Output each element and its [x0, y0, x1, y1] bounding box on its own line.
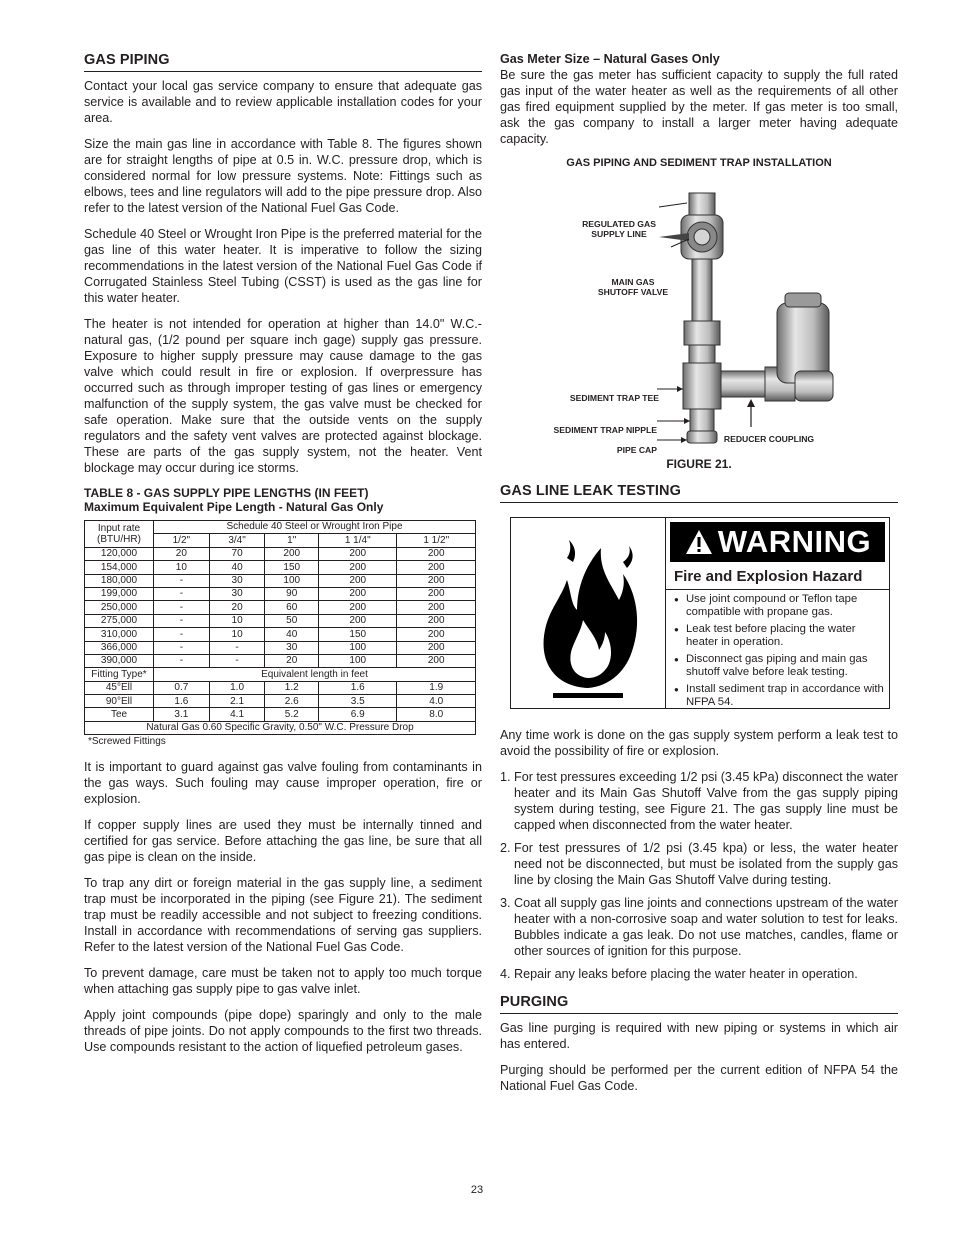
- label-sediment-trap-nipple: SEDIMENT TRAP NIPPLE: [553, 425, 657, 435]
- table-cell: 200: [319, 614, 397, 627]
- page-number: 23: [470, 1184, 484, 1196]
- table-cell: 30: [209, 574, 265, 587]
- table-row: [85, 654, 476, 667]
- table-title-line-1: TABLE 8 - GAS SUPPLY PIPE LENGTHS (IN FEET): [84, 486, 369, 500]
- paragraph: Schedule 40 Steel or Wrought Iron Pipe is the preferred material for the gas line of this water heater. It is imperative to follow the sizing recommendations in the latest version of the National Fuel Gas Code if Corrugated Stainless Steel Tubing (CSST) is used as the gas line for this water heater.: [84, 227, 482, 305]
- list-item: 1. For test pressures exceeding 1/2 psi (3.45 kPa) disconnect the water heater and its Main Gas Shutoff Valve from the gas supply piping system during testing, see Figure 21. The gas supply line must be capped when disconnected from the water heater.: [514, 769, 898, 833]
- pipe-diagram-illustration: [549, 175, 849, 445]
- table-cell: 390,000: [85, 654, 154, 667]
- table-cell: Fitting Type*: [85, 668, 154, 681]
- table-cell: 40: [209, 561, 265, 574]
- table-cell: -: [154, 574, 210, 587]
- table-cell: 200: [319, 587, 397, 600]
- warning-item: ● Install sediment trap in accordance with NFPA 54.: [686, 683, 889, 709]
- table-cell: 3/4": [209, 534, 265, 547]
- table-cell: 3.1: [154, 708, 210, 721]
- table-row: [85, 601, 476, 614]
- table-title: [84, 486, 482, 514]
- table-cell: 8.0: [397, 708, 476, 721]
- table-cell: 3.5: [319, 695, 397, 708]
- paragraph: To prevent damage, care must be taken not to apply too much torque when attaching gas supply pipe to gas valve inlet.: [84, 966, 482, 997]
- table-cell: 200: [397, 601, 476, 614]
- list-item: 2. For test pressures of 1/2 psi (3.45 kpa) or less, the water heater need not be disconnected, but must be isolated from the supply gas line by closing the Main Gas Shutoff Valve during testing.: [514, 840, 898, 888]
- table-cell: -: [154, 614, 210, 627]
- table-footnote: *Screwed Fittings: [88, 736, 166, 748]
- table-row: [85, 521, 476, 534]
- table-cell: 2.6: [265, 695, 319, 708]
- table-cell: 10: [209, 614, 265, 627]
- table-cell: 1/2": [154, 534, 210, 547]
- table-cell: 5.2: [265, 708, 319, 721]
- table-cell: 200: [319, 601, 397, 614]
- table-cell: 200: [265, 547, 319, 560]
- table-cell: Tee: [85, 708, 154, 721]
- table-cell: -: [209, 641, 265, 654]
- table-row: [85, 681, 476, 694]
- table-row: [85, 721, 476, 734]
- table-cell: -: [154, 628, 210, 641]
- table-cell: 30: [265, 641, 319, 654]
- table-title-line-2: Maximum Equivalent Pipe Length - Natural Gas Only: [84, 500, 384, 514]
- table-cell: 200: [397, 574, 476, 587]
- gas-pipe-length-table: [84, 520, 476, 735]
- alert-triangle-icon: [684, 528, 714, 556]
- table-cell: 275,000: [85, 614, 154, 627]
- label-pipe-cap: PIPE CAP: [616, 445, 657, 455]
- table-cell: 100: [319, 654, 397, 667]
- table-cell: 250,000: [85, 601, 154, 614]
- table-cell: 200: [319, 574, 397, 587]
- label-sediment-trap-tee: SEDIMENT TRAP TEE: [569, 393, 659, 403]
- table-cell: 30: [209, 587, 265, 600]
- right-column: [500, 52, 898, 1104]
- warning-subtitle: Fire and Explosion Hazard: [666, 562, 889, 590]
- table-cell: 40: [265, 628, 319, 641]
- table-cell: 1 1/4": [319, 534, 397, 547]
- table-cell: 199,000: [85, 587, 154, 600]
- paragraph: It is important to guard against gas valve fouling from contaminants in the gas ways. Such fouling may cause improper operation, fire or explosion.: [84, 760, 482, 807]
- table-cell: 1.6: [319, 681, 397, 694]
- gas-piping-heading: GAS PIPING: [84, 52, 482, 72]
- purging-heading: PURGING: [500, 994, 898, 1014]
- table-cell: 154,000: [85, 561, 154, 574]
- fire-icon: [511, 518, 665, 708]
- table-cell: Schedule 40 Steel or Wrought Iron Pipe: [154, 521, 476, 534]
- list-item: 4. Repair any leaks before placing the water heater in operation.: [514, 966, 898, 982]
- table-cell: 200: [397, 654, 476, 667]
- table-cell: 200: [397, 628, 476, 641]
- sediment-trap-figure: [549, 175, 849, 455]
- table-cell: 150: [265, 561, 319, 574]
- table-row: [85, 668, 476, 681]
- warning-box: [510, 517, 890, 709]
- table-cell: 10: [209, 628, 265, 641]
- table-cell: 200: [397, 641, 476, 654]
- table-cell: Equivalent length in feet: [154, 668, 476, 681]
- figure-title: GAS PIPING AND SEDIMENT TRAP INSTALLATION: [566, 157, 832, 169]
- table-row: [85, 641, 476, 654]
- table-cell: 1": [265, 534, 319, 547]
- paragraph: Contact your local gas service company to ensure that adequate gas service is available and to review applicable installation codes for your area.: [84, 79, 482, 125]
- table-cell: 90: [265, 587, 319, 600]
- warning-text-panel: [666, 518, 889, 708]
- table-cell: 0.7: [154, 681, 210, 694]
- table-row: [85, 561, 476, 574]
- paragraph: The heater is not intended for operation at higher than 14.0" W.C.- natural gas, (1/2 pound per square inch gage) supply gas pressure. Exposure to higher supply pressure may cause damage to the gas valve which could result in fire or explosion. If overpressure has occurred such as through improper testing of gas lines or emergency malfunction of the supply system, the gas valve must be checked for safe operation. Make sure that the outside vents on the supply regulators and the safety vent valves are protected against blockage. These are parts of the gas supply system, not the heater. Vent blockage may occur during ice storms.: [84, 317, 482, 475]
- paragraph: Size the main gas line in accordance with Table 8. The figures shown are for straight lengths of pipe at 0.5 in. W.C. pressure drop, which is considered normal for low pressure systems. Note: Fittings such as elbows, tees and line regulators will add to the pipe pressure drop. Also refer to the latest version of the National Fuel Gas Code.: [84, 137, 482, 215]
- warning-banner: [670, 522, 885, 562]
- label-shutoff-valve: MAIN GAS SHUTOFF VALVE: [597, 277, 669, 297]
- table-row: [85, 708, 476, 721]
- warning-item: ● Use joint compound or Teflon tape compatible with propane gas.: [686, 593, 889, 619]
- table-cell: 20: [154, 547, 210, 560]
- table-cell: 20: [209, 601, 265, 614]
- table-cell: 366,000: [85, 641, 154, 654]
- table-cell: 1.2: [265, 681, 319, 694]
- table-cell: 90°Ell: [85, 695, 154, 708]
- table-cell: 200: [397, 587, 476, 600]
- label-reducer-coupling: REDUCER COUPLING: [723, 434, 815, 444]
- leak-test-steps: [500, 769, 898, 982]
- table-cell: -: [154, 601, 210, 614]
- table-cell: 200: [397, 547, 476, 560]
- paragraph: If copper supply lines are used they must be internally tinned and certified for gas service. Before attaching the gas line, be sure that all gas pipe is clean on the inside.: [84, 818, 482, 865]
- table-cell: 4.0: [397, 695, 476, 708]
- table-cell: -: [154, 587, 210, 600]
- table-cell: Input rate (BTU/HR): [85, 521, 154, 548]
- paragraph: Be sure the gas meter has sufficient capacity to supply the full rated gas input of the water heater as well as the requirements of all other gas fired equipment supplied by the meter. If gas meter is too small, ask the gas company to install a larger meter having adequate capacity.: [500, 68, 898, 146]
- table-row: [85, 628, 476, 641]
- table-cell: 200: [397, 614, 476, 627]
- table-cell: 120,000: [85, 547, 154, 560]
- warning-word: WARNING: [717, 524, 872, 559]
- table-cell: -: [154, 654, 210, 667]
- table-cell: 200: [319, 561, 397, 574]
- figure-caption: FIGURE 21.: [666, 457, 732, 471]
- warning-item: ● Leak test before placing the water heater in operation.: [686, 623, 889, 649]
- table-cell: -: [209, 654, 265, 667]
- table-row: [85, 614, 476, 627]
- paragraph: Purging should be performed per the current edition of NFPA 54 the National Fuel Gas Code.: [500, 1063, 898, 1093]
- table-cell: 50: [265, 614, 319, 627]
- table-cell: 1.6: [154, 695, 210, 708]
- table-cell: 70: [209, 547, 265, 560]
- table-cell: 60: [265, 601, 319, 614]
- table-row: [85, 547, 476, 560]
- table-cell: Natural Gas 0.60 Specific Gravity, 0.50" W.C. Pressure Drop: [85, 721, 476, 734]
- table-cell: 180,000: [85, 574, 154, 587]
- label-regulated-supply: REGULATED GAS SUPPLY LINE: [582, 219, 656, 239]
- warning-item: ● Disconnect gas piping and main gas shutoff valve before leak testing.: [686, 653, 889, 679]
- table-cell: 310,000: [85, 628, 154, 641]
- fire-symbol-panel: [511, 518, 666, 708]
- paragraph: Any time work is done on the gas supply system perform a leak test to avoid the possibility of fire or explosion.: [500, 728, 898, 758]
- left-column: [84, 52, 482, 1065]
- table-cell: 150: [319, 628, 397, 641]
- table-row: [85, 574, 476, 587]
- list-item: 3. Coat all supply gas line joints and connections upstream of the water heater with a non-corrosive soap and water solution to test for leaks. Bubbles indicate a gas leak. Do not use matches, candles, flame or other sources of ignition for this purpose.: [514, 895, 898, 959]
- table-row: [85, 695, 476, 708]
- paragraph: Apply joint compounds (pipe dope) sparingly and only to the male threads of pipe joints. Do not apply compounds to the first two threads. Use compounds resistant to the action of liquefied petroleum gases.: [84, 1008, 482, 1055]
- table-cell: 1.9: [397, 681, 476, 694]
- table-cell: 45°Ell: [85, 681, 154, 694]
- paragraph: Gas line purging is required with new piping or systems in which air has entered.: [500, 1021, 898, 1051]
- table-cell: 200: [397, 561, 476, 574]
- table-cell: -: [154, 641, 210, 654]
- table-cell: 2.1: [209, 695, 265, 708]
- paragraph: To trap any dirt or foreign material in the gas supply line, a sediment trap must be incorporated in the piping (see Figure 21). The sediment trap must be readily accessible and not subject to freezing conditions. Install in accordance with recommendations of serving gas suppliers. Refer to the latest version of the National Fuel Gas Code.: [84, 876, 482, 955]
- table-cell: 100: [265, 574, 319, 587]
- table-cell: 4.1: [209, 708, 265, 721]
- table-cell: 1 1/2": [397, 534, 476, 547]
- warning-list: [666, 593, 889, 709]
- table-cell: 20: [265, 654, 319, 667]
- leak-testing-heading: GAS LINE LEAK TESTING: [500, 483, 898, 503]
- table-cell: 6.9: [319, 708, 397, 721]
- table-cell: 1.0: [209, 681, 265, 694]
- gas-meter-heading: Gas Meter Size – Natural Gases Only: [500, 52, 720, 66]
- table-cell: 10: [154, 561, 210, 574]
- table-cell: 100: [319, 641, 397, 654]
- table-row: [85, 587, 476, 600]
- table-cell: 200: [319, 547, 397, 560]
